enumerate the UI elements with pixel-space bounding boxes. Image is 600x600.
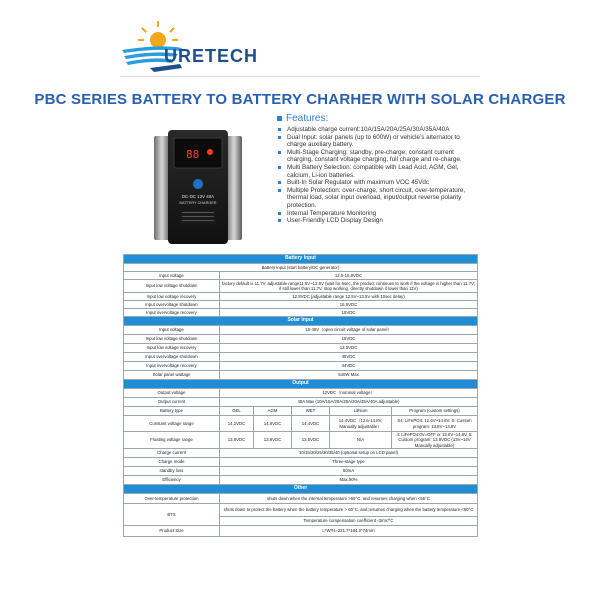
table-row: Charge mode Three-stage type (124, 458, 478, 467)
feature-item: Multi-Stage Charging: standby, pre-charge, constant current charging, constant voltage charging, full charge and re-charge. (277, 149, 477, 164)
table-row: Input overvoltage recovery 15VDC (124, 309, 478, 317)
table-row: Battery type GEL AGM WET Lithium Program (custom settings) (124, 407, 478, 416)
table-row: Over-temperature protection shuts down when the internal temperature >65°C, and resumes charging when <55°C (124, 494, 478, 504)
svg-text:88: 88 (186, 148, 200, 161)
table-row: Input voltage 12.5-15.8VDC (124, 272, 478, 280)
features-heading (277, 113, 328, 124)
table-row: Input low voltage shutdown factory default is 11.7V, adjustable range11.5V~12.5V (wait for 5sec, the product continues to work if the voltage is higher than 11.7V; if still lower than 11.7V, stop working. directly shutdown if lower than 11V) (124, 280, 478, 293)
table-row: Output current 40A Max (10A/15A/20A/25A/30A/35A/40A adjustable) (124, 398, 478, 407)
table-row: Input overvoltage recovery 44VDC (124, 362, 478, 371)
features-list (277, 126, 477, 225)
table-row: Solar panel wattage 540W Max (124, 371, 478, 380)
logo-divider (120, 76, 480, 77)
table-row: Efficiency Max.90% (124, 476, 478, 485)
features-title-text: Features: (286, 113, 329, 124)
table-row: Input low voltage shutdown 15VDC (124, 335, 478, 344)
section-header-battery-input: Battery Input (124, 255, 478, 264)
table-row: Input voltage 15-45V（open circuit voltage of solar panel） (124, 326, 478, 335)
feature-item: Dual Input: solar panels (up to 600W) or vehicle’s alternator to charge auxiliary battery. (277, 134, 477, 149)
table-row: Input low voltage recovery 12.8VDC (adjustable range 12.5V~13.5V with 10sec delay) (124, 293, 478, 301)
table-row: Temperature compensation coefficient -3mV/°C (124, 517, 478, 526)
table-row: Input overvoltage shutdown 45VDC (124, 353, 478, 362)
feature-item: User-Friendly LCD Display Design (277, 217, 477, 225)
table-row: Product Size L*W*H=221.7*184.2*74mm (124, 526, 478, 537)
charger-device-image (152, 128, 244, 246)
table-row: Floating voltage range 13.8VDC 13.8VDC 13.5VDC N/A 4: LiFePO4:0V=OFF or 13.0V~14.8V, 5: Custom program: 13.8VDC (13V~14V Manually adjustable) (124, 432, 478, 449)
section-header-output: Output (124, 380, 478, 389)
feature-item: Multi Battery Selection: compatible with Lead Acid, AGM, Gel, calcium, Li-ion batteries. (277, 164, 477, 179)
table-row: Constant voltage range 14.2VDC 14.6VDC 14.4VDC 14.4VDC（12.6-14.8V, Manually adjustable） S4: LiFePO4: 12.6V~14.8V; S: Custom program: 13.8V~14.8V (124, 416, 478, 432)
table-row: standby loss 50mA (124, 467, 478, 476)
spec-table (123, 254, 478, 537)
table-row: Output voltage 12VDC（nominal voltage） (124, 389, 478, 398)
table-row: Input overvoltage shutdown 15.8VDC (124, 301, 478, 309)
table-row: Battery input (start battery/DC generator) (124, 264, 478, 272)
feature-item: Built-In Solar Regulator with maximum VOC 45Vdc (277, 179, 477, 187)
section-header-other: Other (124, 485, 478, 494)
device-type-text: BATTERY CHARGER (179, 201, 217, 205)
feature-item: Internal Temperature Monitoring (277, 210, 477, 218)
square-bullet-icon (277, 116, 282, 121)
table-row: BTS shuts down to protect the battery when the battery temperature > 60°C, and resumes charging when the battery temperature <50°C (124, 504, 478, 517)
table-row: Charge current 10/15/20/25/30/35/40 (optional setup on LCD panel) (124, 449, 478, 458)
feature-item: Multiple Protection: over-charge, short circuit, over-temperature, thermal load, solar input overload, input/output reverse polarity protection. (277, 187, 477, 210)
table-row: Input low voltage recovery 13.5VDC (124, 344, 478, 353)
section-header-solar-input: Solar Input (124, 317, 478, 326)
device-model-text: DC-DC 12V 40A (181, 194, 215, 199)
feature-item: Adjustable charge current:10A/15A/20A/25A/30A/35A/40A (277, 126, 477, 134)
brand-name: URETECH (164, 46, 259, 66)
page-title: PBC SERIES BATTERY TO BATTERY CHARHER WITH SOLAR CHARGER (34, 91, 566, 108)
